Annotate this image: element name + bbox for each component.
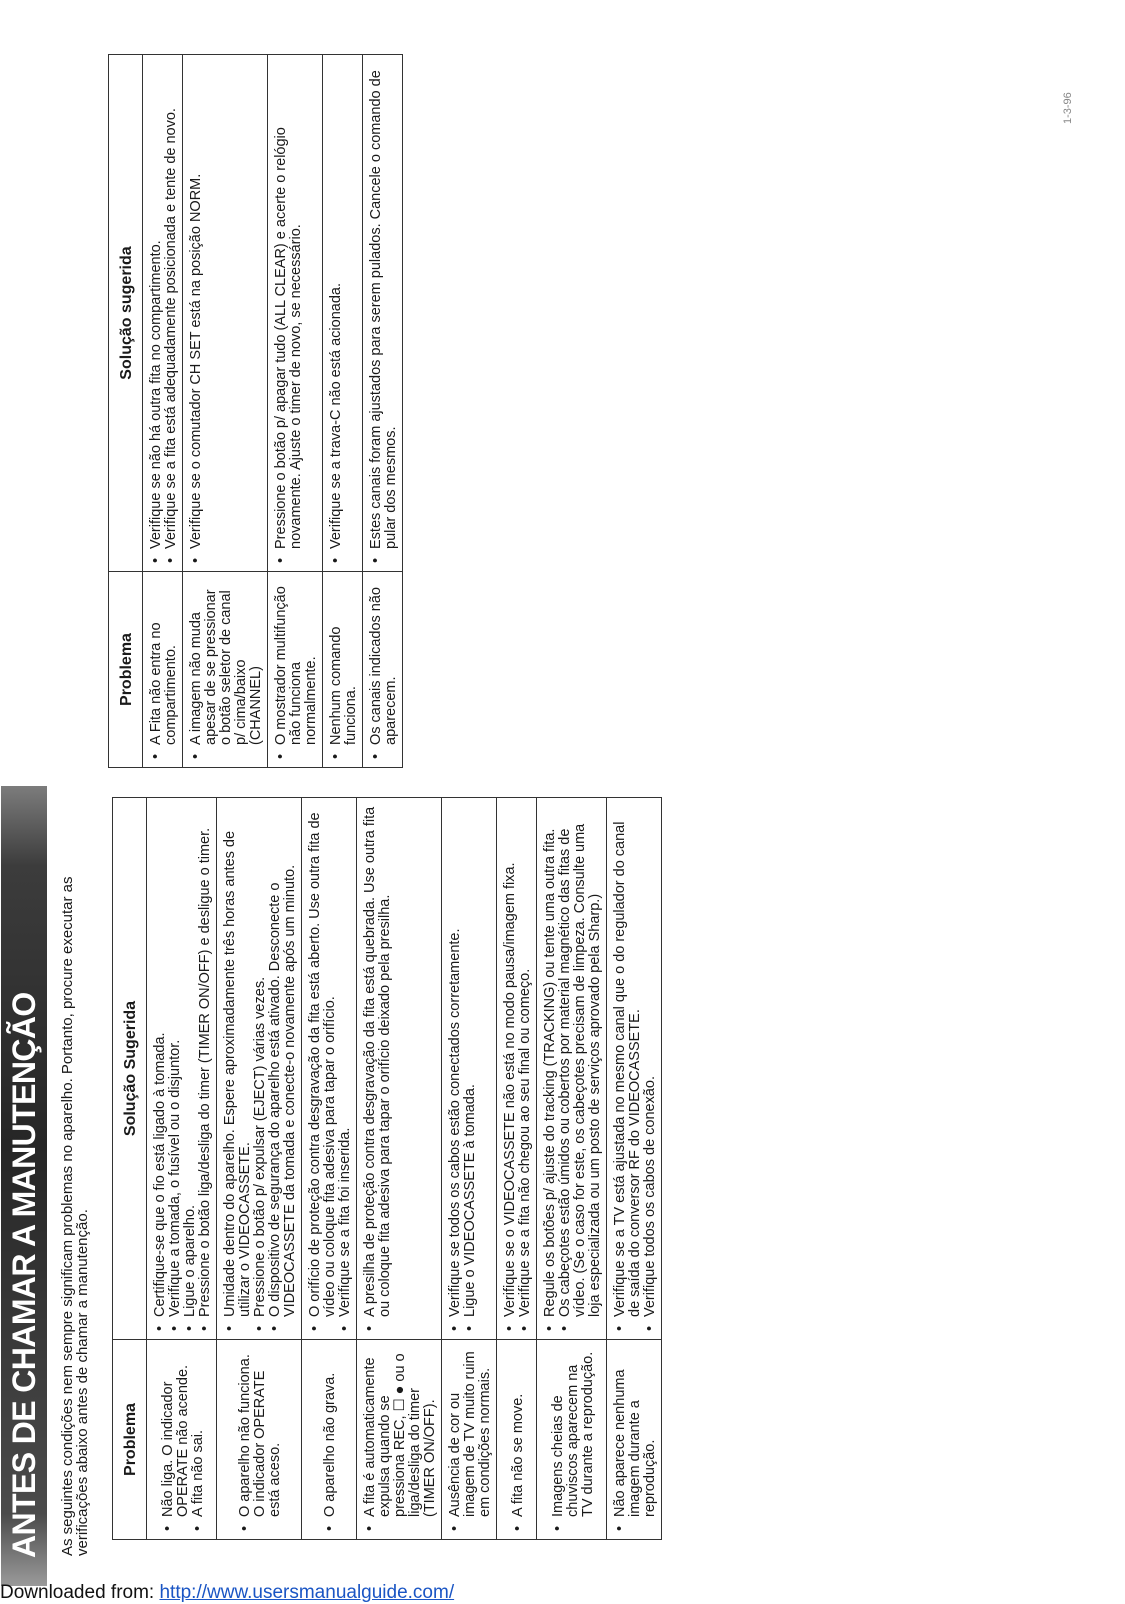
problem-item: • O aparelho não grava.	[323, 1346, 338, 1533]
problem-cell	[183, 572, 268, 768]
table-row	[363, 55, 403, 768]
solution-item: • Verifique se a fita está adequadamente posicionada e tente de novo.	[164, 61, 179, 565]
problem-list	[161, 1346, 206, 1533]
solution-item: • Estes canais foram ajustados para serem pulados. Cancele o comando de pular dos mesmos.	[369, 61, 399, 565]
table-row	[607, 798, 662, 1540]
header-problem: Problema	[113, 1340, 147, 1540]
problem-list	[274, 578, 319, 761]
table-row	[217, 798, 302, 1540]
solution-list	[274, 61, 304, 565]
problem-cell	[302, 1340, 357, 1540]
solution-item: • Pressione o botão p/ apagar tudo (ALL CLEAR) e acerte o relógio novamente. Ajuste o timer de novo, se necessário.	[274, 61, 304, 565]
download-footer	[0, 1582, 454, 1604]
solution-list	[448, 804, 478, 1333]
problem-item: • A imagem não muda apesar de se pressionar o botão seletor de canal p/ cima/baixo (CHANNEL)	[189, 578, 264, 761]
solution-item: • Verifique se a TV está ajustada no mesmo canal que o do regulador do canal de saída do conversor RF do VIDEOCASSETE.	[613, 804, 643, 1333]
table-row	[323, 55, 363, 768]
problem-list	[551, 1346, 596, 1533]
problem-cell	[363, 572, 403, 768]
problem-item: • O aparelho não funciona. O indicador OPERATE está aceso.	[238, 1346, 283, 1533]
problem-list	[149, 578, 179, 761]
problem-item: • A fita não sai.	[191, 1346, 206, 1533]
solution-list	[189, 61, 204, 565]
solution-cell	[497, 798, 537, 1340]
page-title: ANTES DE CHAMAR A MANUTENÇÃO	[6, 992, 42, 1558]
solution-cell	[143, 55, 183, 572]
solution-item: • Os cabeçotes estão úmidos ou cobertos por material magnético das fitas de vídeo. (Se o caso for este, os cabeçotes precisam de limpeza. Consulte uma loja especializada ou um posto de serviços aprovado pela Sharp.)	[558, 804, 603, 1333]
problem-list	[238, 1346, 283, 1533]
problem-cell	[497, 1340, 537, 1540]
solution-item: • Verifique todos os cabos de conexão.	[643, 804, 658, 1333]
solution-item: • A presilha de proteção contra desgravação da fita está quebrada. Use outra fita ou coloque fita adesiva para tapar o orifício deixado pela presilha.	[363, 804, 393, 1333]
header-solution: Solução sugerida	[109, 55, 143, 572]
table-row	[357, 798, 442, 1540]
solution-item: • Verifique a tomada, o fusível ou o disjuntor.	[168, 804, 183, 1333]
problem-cell	[537, 1340, 607, 1540]
problem-item: • Ausência de cor ou imagem de TV muito ruim em condições normais.	[448, 1346, 493, 1533]
header-solution: Solução Sugerida	[113, 798, 147, 1340]
table-row	[497, 798, 537, 1540]
solution-cell	[363, 55, 403, 572]
solution-item: • Verifique se todos os cabos estão conectados corretamente.	[448, 804, 463, 1333]
solution-cell	[268, 55, 323, 572]
solution-cell	[302, 798, 357, 1340]
problem-list	[448, 1346, 493, 1533]
table-header-row	[109, 55, 143, 768]
problem-item: • Os canais indicados não aparecem.	[369, 578, 399, 761]
footer-link[interactable]: http://www.usersmanualguide.com/	[159, 1582, 455, 1603]
problem-list	[369, 578, 399, 761]
problem-cell	[268, 572, 323, 768]
solution-cell	[442, 798, 497, 1340]
solution-item: • Regule os botões p/ ajuste do tracking (TRACKING) ou tente uma outra fita.	[543, 804, 558, 1333]
side-mark: 1-3-96	[1062, 92, 1074, 124]
footer-prefix: Downloaded from:	[0, 1582, 160, 1603]
solution-cell	[183, 55, 268, 572]
troubleshooting-table-2	[108, 54, 403, 768]
solution-list	[223, 804, 298, 1333]
solution-item: • Certifique-se que o fio está ligado à tomada.	[153, 804, 168, 1333]
solution-list	[153, 804, 213, 1333]
problem-cell	[147, 1340, 217, 1540]
solution-cell	[607, 798, 662, 1340]
solution-item: • Pressione o botão p/ expulsar (EJECT) várias vezes.	[253, 804, 268, 1333]
solution-list	[363, 804, 393, 1333]
problem-item: • A Fita não entra no compartimento.	[149, 578, 179, 761]
table-header-row	[113, 798, 147, 1540]
problem-cell	[217, 1340, 302, 1540]
solution-item: • Ligue o aparelho.	[183, 804, 198, 1333]
problem-list	[189, 578, 264, 761]
table-row	[442, 798, 497, 1540]
problem-item: • A fita é automaticamente expulsa quando se pressiona REC, ☐ ● ou o liga/desliga do timer (TIMER ON/OFF).	[363, 1346, 438, 1533]
troubleshooting-table-1	[112, 797, 662, 1540]
solution-item: • Verifique se a trava-C não está acionada.	[329, 61, 344, 565]
solution-list	[308, 804, 353, 1333]
solution-list	[543, 804, 603, 1333]
solution-cell	[357, 798, 442, 1340]
solution-cell	[217, 798, 302, 1340]
solution-cell	[147, 798, 217, 1340]
solution-cell	[323, 55, 363, 572]
title-band	[1, 786, 47, 1586]
problem-cell	[607, 1340, 662, 1540]
problem-item: • Não aparece nenhuma imagem durante a reprodução.	[613, 1346, 658, 1533]
problem-item: • Não liga. O indicador OPERATE não acende.	[161, 1346, 191, 1533]
problem-list	[329, 578, 359, 761]
solution-item: • O dispositivo de segurança do aparelho está ativado. Desconecte o VIDEOCASSETE da tomada e conecte-o novamente após um minuto.	[268, 804, 298, 1333]
solution-item: • Verifique se não há outra fita no compartimento.	[149, 61, 164, 565]
problem-cell	[323, 572, 363, 768]
problem-list	[363, 1346, 438, 1533]
solution-item: • Umidade dentro do aparelho. Espere aproximadamente três horas antes de utilizar o VIDEOCASSETE.	[223, 804, 253, 1333]
solution-item: • Verifique se o comutador CH SET está na posição NORM.	[189, 61, 204, 565]
solution-list	[149, 61, 179, 565]
problem-item: • Nenhum comando funciona.	[329, 578, 359, 761]
problem-list	[613, 1346, 658, 1533]
problem-cell	[143, 572, 183, 768]
table-row	[302, 798, 357, 1540]
solution-list	[503, 804, 533, 1333]
solution-item: • Verifique se o VIDEOCASSETE não está no modo pausa/imagem fixa.	[503, 804, 518, 1333]
solution-cell	[537, 798, 607, 1340]
intro-paragraph: As seguintes condições nem sempre significam problemas no aparelho. Portanto, procure executar as verificações abaixo antes de chamar a manutenção.	[59, 876, 91, 1556]
solution-list	[369, 61, 399, 565]
problem-item: • Imagens cheias de chuviscos aparecem na TV durante a reprodução.	[551, 1346, 596, 1533]
problem-item: • A fita não se move.	[511, 1346, 526, 1533]
solution-list	[613, 804, 658, 1333]
problem-item: • O mostrador multifunção não funciona normalmente.	[274, 578, 319, 761]
problem-list	[323, 1346, 338, 1533]
table-row	[143, 55, 183, 768]
solution-item: • Verifique se a fita foi inserida.	[338, 804, 353, 1333]
header-problem: Problema	[109, 572, 143, 768]
table-row	[147, 798, 217, 1540]
solution-item: • Pressione o botão liga/desliga do timer (TIMER ON/OFF) e desligue o timer.	[198, 804, 213, 1333]
problem-cell	[442, 1340, 497, 1540]
solution-list	[329, 61, 344, 565]
table-row	[183, 55, 268, 768]
table-row	[268, 55, 323, 768]
solution-item: • O orifício de proteção contra desgravação da fita está aberto. Use outra fita de vídeo ou coloque fita adesiva para tapar o orifício.	[308, 804, 338, 1333]
table-row	[537, 798, 607, 1540]
solution-item: • Verifique se a fita não chegou ao seu final ou começo.	[518, 804, 533, 1333]
problem-list	[511, 1346, 526, 1533]
problem-cell	[357, 1340, 442, 1540]
solution-item: • Ligue o VIDEOCASSETE à tomada.	[463, 804, 478, 1333]
